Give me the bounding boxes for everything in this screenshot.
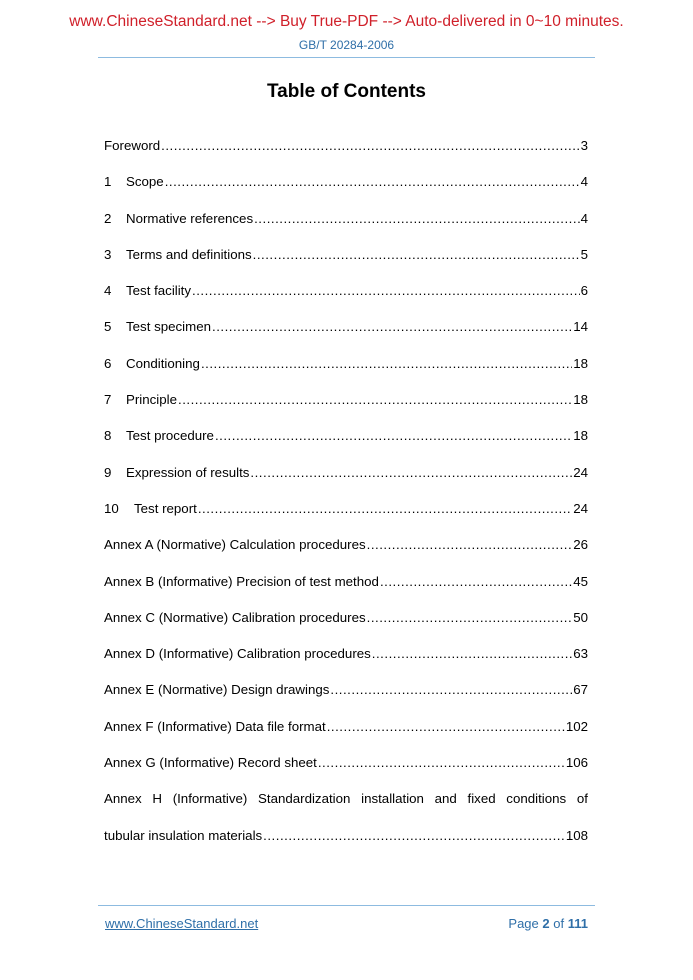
page-title: Table of Contents — [266, 81, 427, 102]
dot-leader — [327, 719, 565, 734]
toc-label: tubular insulation materials — [104, 827, 263, 843]
toc-page: 63 — [573, 646, 588, 662]
toc-entry[interactable] — [104, 574, 588, 610]
toc-label: Annex C (Normative) Calibration procedures — [104, 609, 366, 625]
dot-leader — [198, 501, 572, 516]
dot-leader — [254, 211, 579, 226]
total-pages: 111 — [567, 916, 588, 931]
toc-label: Annex E (Normative) Design drawings — [104, 682, 330, 698]
toc-entry[interactable] — [104, 501, 588, 537]
toc-label: Test report — [134, 500, 197, 516]
page-label: Page — [508, 916, 539, 931]
page-number — [508, 916, 588, 931]
toc-number: 4 — [104, 283, 112, 299]
toc-entry[interactable] — [104, 428, 588, 464]
toc-page: 24 — [573, 500, 588, 516]
toc-entry[interactable] — [104, 283, 588, 319]
dot-leader — [253, 247, 580, 262]
toc-entry-line2[interactable] — [104, 828, 588, 864]
toc-label: Principle — [126, 392, 177, 408]
toc-word: Annex — [104, 791, 142, 807]
toc-word: conditions — [506, 791, 567, 807]
toc-word: Standardization — [258, 791, 351, 807]
dot-leader — [318, 755, 565, 770]
dot-leader — [192, 283, 580, 298]
dot-leader — [372, 646, 572, 661]
dot-leader — [330, 682, 572, 697]
toc-page: 18 — [573, 355, 588, 371]
toc-word: of — [576, 791, 588, 807]
ad-banner-link[interactable]: www.ChineseStandard.net --> Buy True-PDF --> Auto-delivered in 0~10 minutes. — [69, 13, 624, 30]
toc-entry[interactable] — [104, 211, 588, 247]
toc-entry[interactable] — [104, 247, 588, 283]
dot-leader — [161, 138, 579, 153]
toc-number: 8 — [104, 428, 112, 444]
toc-entry[interactable] — [104, 174, 588, 210]
toc-page: 14 — [573, 319, 588, 335]
toc-number: 1 — [104, 174, 112, 190]
toc-number: 10 — [104, 500, 119, 516]
toc-label: Test specimen — [126, 319, 211, 335]
toc-page: 26 — [573, 537, 588, 553]
toc-entry[interactable] — [104, 138, 588, 174]
toc-label: Terms and definitions — [126, 246, 252, 262]
toc-entry[interactable] — [104, 646, 588, 682]
toc-label: Test procedure — [126, 428, 214, 444]
header-divider — [98, 57, 595, 58]
toc-label: Scope — [126, 174, 164, 190]
toc-label: Foreword — [104, 138, 161, 153]
toc-entry[interactable] — [104, 755, 588, 791]
toc-number: 7 — [104, 392, 112, 408]
toc-label: Annex B (Informative) Precision of test method — [104, 573, 379, 589]
toc-word: H — [152, 791, 162, 807]
toc-page: 108 — [565, 827, 588, 843]
toc-word: installation — [361, 791, 424, 807]
dot-leader — [263, 828, 565, 843]
toc-label: Annex D (Informative) Calibration procedures — [104, 646, 371, 662]
table-of-contents — [104, 138, 588, 864]
toc-label: Expression of results — [126, 464, 250, 480]
dot-leader — [201, 356, 572, 371]
standard-code: GB/T 20284-2006 — [298, 38, 395, 52]
toc-page: 24 — [573, 464, 588, 480]
toc-number: 3 — [104, 246, 112, 262]
toc-page: 3 — [580, 138, 588, 153]
current-page: 2 — [542, 916, 550, 931]
toc-number: 9 — [104, 464, 112, 480]
toc-label: Annex A (Normative) Calculation procedures — [104, 537, 366, 553]
toc-entry[interactable] — [104, 682, 588, 718]
toc-label: Annex G (Informative) Record sheet — [104, 755, 317, 771]
toc-page: 4 — [580, 174, 588, 190]
of-label: of — [553, 916, 565, 931]
toc-number: 6 — [104, 355, 112, 371]
toc-page: 102 — [565, 718, 588, 734]
toc-label: Test facility — [126, 283, 192, 299]
toc-number: 5 — [104, 319, 112, 335]
footer-site-link[interactable]: www.ChineseStandard.net — [105, 916, 259, 931]
dot-leader — [165, 174, 580, 189]
toc-entry[interactable] — [104, 465, 588, 501]
toc-label: Annex F (Informative) Data file format — [104, 718, 326, 734]
toc-entry[interactable] — [104, 356, 588, 392]
toc-entry[interactable] — [104, 610, 588, 646]
dot-leader — [367, 610, 573, 625]
toc-page: 67 — [573, 682, 588, 698]
footer-divider — [98, 905, 595, 906]
toc-page: 5 — [580, 246, 588, 262]
dot-leader — [178, 392, 572, 407]
toc-page: 6 — [580, 283, 588, 299]
toc-label: Normative references — [126, 210, 254, 226]
toc-page: 45 — [573, 573, 588, 589]
dot-leader — [367, 537, 573, 552]
toc-word: (Informative) — [172, 791, 248, 807]
dot-leader — [380, 574, 572, 589]
dot-leader — [215, 428, 572, 443]
dot-leader — [212, 319, 572, 334]
toc-word: fixed — [467, 791, 496, 807]
toc-entry[interactable] — [104, 719, 588, 755]
dot-leader — [250, 465, 572, 480]
toc-entry[interactable] — [104, 537, 588, 573]
toc-label: Conditioning — [126, 355, 200, 371]
toc-page: 18 — [573, 392, 588, 408]
toc-number: 2 — [104, 210, 112, 226]
toc-entry[interactable] — [104, 319, 588, 355]
toc-word: and — [434, 791, 457, 807]
toc-entry[interactable] — [104, 392, 588, 428]
toc-entry-line1[interactable] — [104, 791, 588, 827]
toc-page: 106 — [565, 755, 588, 771]
toc-page: 50 — [573, 609, 588, 625]
toc-page: 18 — [573, 428, 588, 444]
toc-page: 4 — [580, 210, 588, 226]
